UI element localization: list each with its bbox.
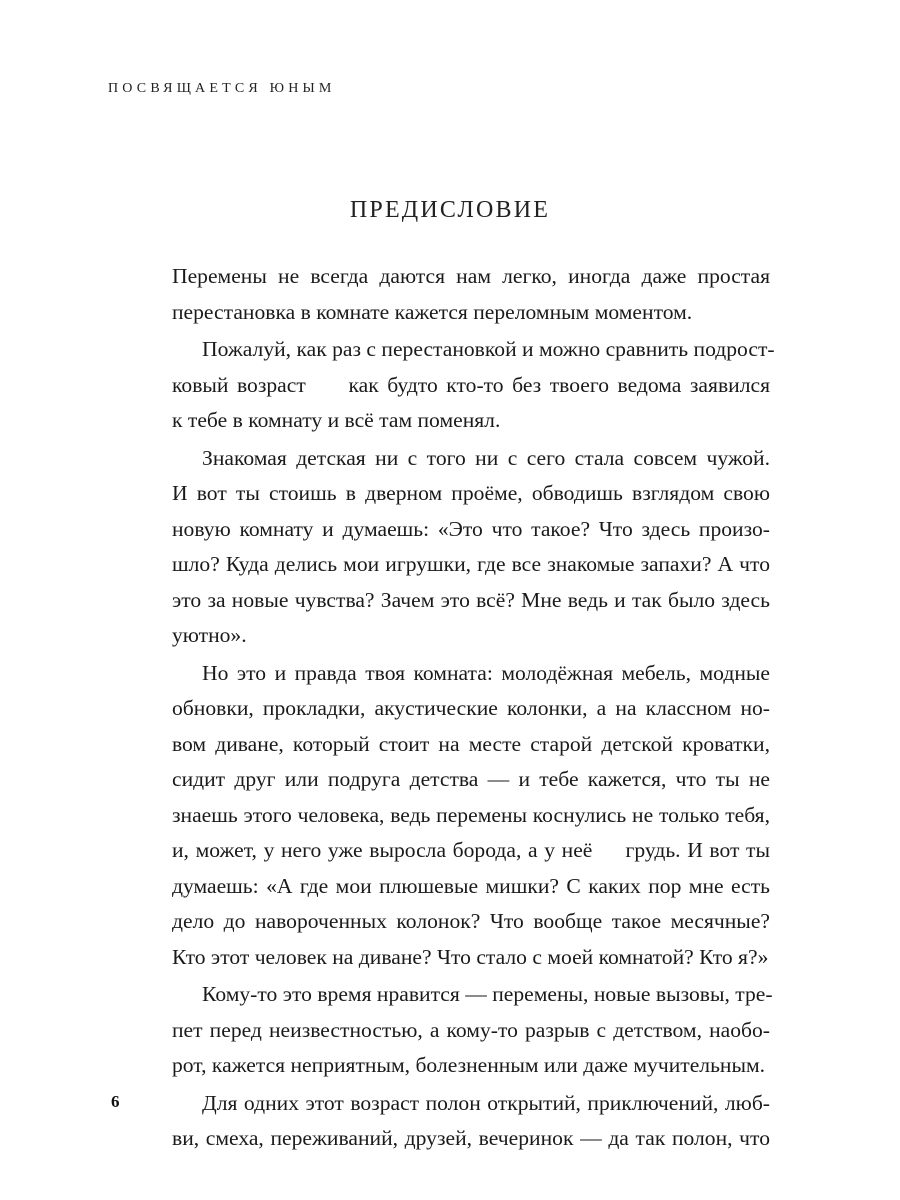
- text-line: ви, смеха, переживаний, друзей, вечеринок — да так полон, что: [172, 1126, 770, 1150]
- chapter-title: ПРЕДИСЛОВИЕ: [349, 197, 551, 223]
- text-line: и, может, у него уже выросла борода, а у неё грудь. И вот ты: [172, 838, 770, 862]
- dedication: ПОСВЯЩАЕТСЯ ЮНЫМ: [108, 81, 336, 96]
- text-line: пет перед неизвестностью, а кому-то разрыв с детством, наобо-: [172, 1017, 770, 1042]
- text-line: вом диване, который стоит на месте старой детской кроватки,: [172, 731, 770, 756]
- text-line: знаешь этого человека, ведь перемены коснулись не только тебя,: [172, 802, 770, 827]
- paragraph: [172, 1086, 770, 1157]
- text-line: новую комнату и думаешь: «Это что такое? Что здесь произо-: [172, 516, 770, 541]
- text-line: рот, кажется неприятным, болезненным или даже мучительным.: [172, 1053, 766, 1077]
- page-number: 6: [111, 1092, 120, 1111]
- text-line: шло? Куда делись мои игрушки, где все знакомые запахи? А что: [172, 552, 770, 576]
- text-line: Кто этот человек на диване? Что стало с моей комнатой? Кто я?»: [172, 944, 769, 969]
- text-line: перестановка в комнате кажется переломным моментом.: [172, 299, 693, 324]
- body-text: [172, 259, 775, 1159]
- text-line: обновки, прокладки, акустические колонки, а на классном но-: [172, 696, 770, 720]
- text-line: Перемены не всегда даются нам легко, иногда даже простая: [172, 264, 770, 288]
- text-line: уютно».: [172, 623, 247, 647]
- paragraph: [172, 259, 770, 330]
- paragraph: [172, 656, 770, 976]
- text-line: дело до навороченных колонок? Что вообще такое месячные?: [172, 909, 770, 933]
- text-line: Для одних этот возраст полон открытий, приключений, люб-: [202, 1090, 770, 1115]
- text-line: Но это и правда твоя комната: молодёжная мебель, модные: [202, 660, 770, 685]
- text-line: сидит друг или подруга детства — и тебе кажется, что ты не: [172, 767, 770, 791]
- paragraph: [172, 441, 770, 654]
- text-line: Знакомая детская ни с того ни с сего стала совсем чужой.: [202, 445, 770, 470]
- text-line: это за новые чувства? Зачем это всё? Мне ведь и так было здесь: [172, 587, 770, 612]
- text-line: И вот ты стоишь в дверном проёме, обводишь взглядом свою: [172, 481, 770, 505]
- paragraph: [172, 977, 773, 1084]
- text-line: Кому-то это время нравится — перемены, новые вызовы, тре-: [202, 982, 773, 1006]
- text-line: Пожалуй, как раз с перестановкой и можно сравнить подрост-: [202, 337, 775, 361]
- text-line: думаешь: «А где мои плюшевые мишки? С каких пор мне есть: [172, 873, 770, 898]
- paragraph: [172, 332, 775, 439]
- text-line: к тебе в комнату и всё там поменял.: [172, 408, 501, 432]
- text-line: ковый возраст как будто кто-то без твоего ведома заявился: [172, 372, 770, 397]
